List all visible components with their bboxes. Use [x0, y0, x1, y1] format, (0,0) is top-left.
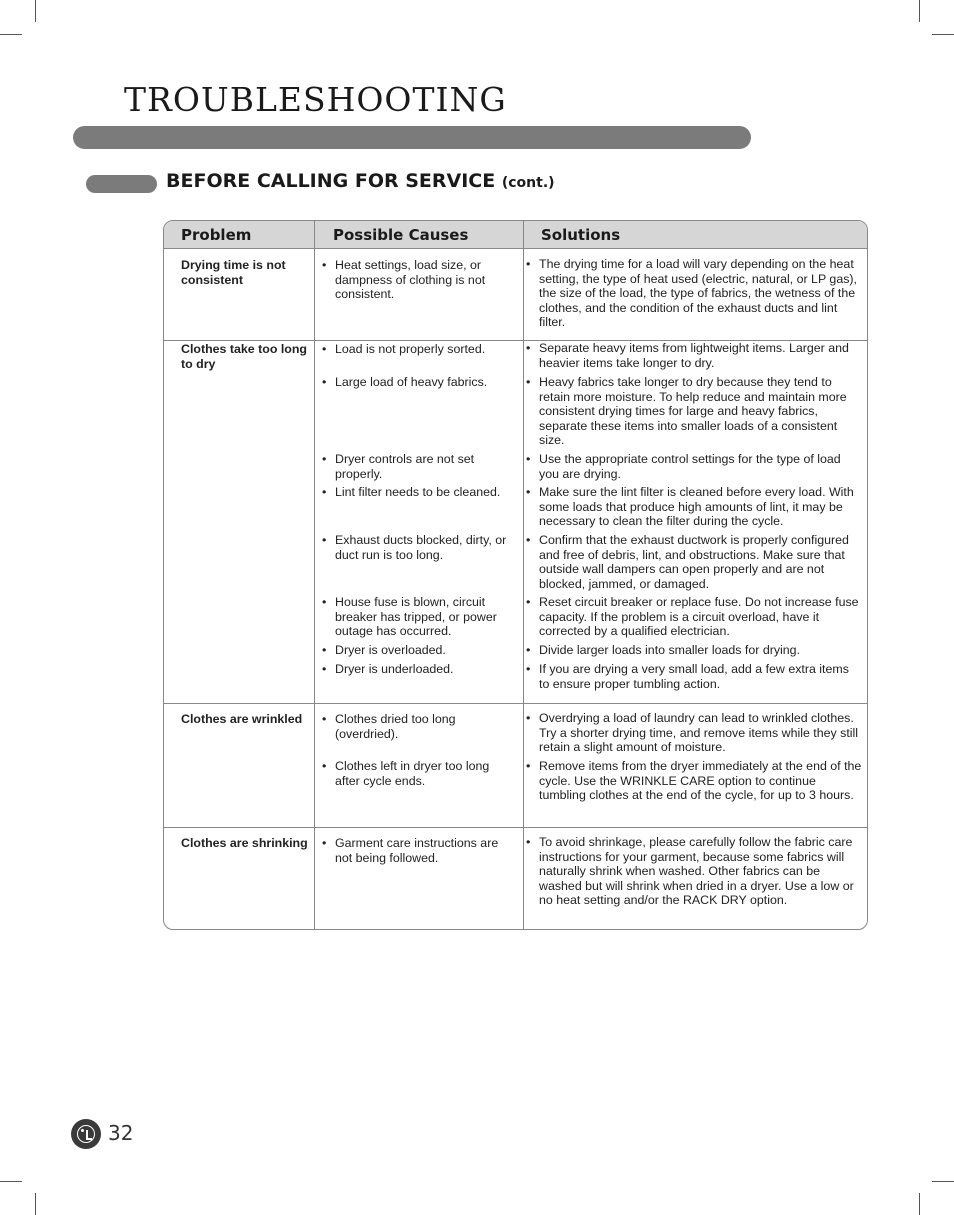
cause-text: Dryer is overloaded.: [335, 643, 446, 657]
solution-item: • Use the appropriate control settings for the type of load you are drying.: [526, 452, 841, 481]
crop-mark: [919, 0, 920, 22]
solution-text: Make sure the lint filter is cleaned before every load. With some loads that produce high amounts of lint, it may be necessary to clean the filter during the cycle.: [539, 485, 854, 528]
problem-cell: Clothes are shrinking: [181, 836, 308, 850]
section-title-suffix: (cont.): [501, 175, 555, 191]
cause-item: • Clothes left in dryer too long after cycle ends.: [322, 759, 490, 788]
lg-logo-icon: [71, 1119, 101, 1149]
cause-item: • Lint filter needs to be cleaned.: [322, 485, 501, 499]
solution-item: • Overdrying a load of laundry can lead to wrinkled clothes. Try a shorter drying time, and remove items while they still retain a slight amount of moisture.: [526, 711, 859, 754]
solution-item: • If you are drying a very small load, add a few extra items to ensure proper tumbling action.: [526, 662, 849, 691]
cause-item: • Load is not properly sorted.: [322, 342, 486, 356]
cause-text: Lint filter needs to be cleaned.: [335, 485, 501, 499]
solution-text: To avoid shrinkage, please carefully follow the fabric care instructions for your garment, because some fabrics will naturally shrink when washed. Other fabrics can be washed but will shrink when dried in a dryer. Use a low or no heat setting and/or the RACK DRY option.: [539, 835, 854, 907]
solution-text: Reset circuit breaker or replace fuse. Do not increase fuse capacity. If the problem is a circuit overload, have it corrected by a qualified electrician.: [539, 595, 859, 638]
cause-text: Load is not properly sorted.: [335, 342, 486, 356]
column-divider: [523, 221, 524, 929]
problem-cell: Drying time is not consistent: [181, 258, 286, 287]
solution-item: • Confirm that the exhaust ductwork is properly configured and free of debris, lint, and obstructions. Make sure that outside wall dampers can open properly and are not blocked, jammed, or damaged.: [526, 533, 849, 591]
solution-item: • To avoid shrinkage, please carefully follow the fabric care instructions for your garment, because some fabrics will naturally shrink when washed. Other fabrics can be washed but will shrink when dried in a dryer. Use a low or no heat setting and/or the RACK DRY option.: [526, 835, 854, 907]
cause-item: • House fuse is blown, circuit breaker has tripped, or power outage has occurred.: [322, 595, 497, 638]
title-bar: [73, 126, 751, 149]
solution-item: • Reset circuit breaker or replace fuse. Do not increase fuse capacity. If the problem is a circuit overload, have it corrected by a qualified electrician.: [526, 595, 859, 638]
section-title-text: BEFORE CALLING FOR SERVICE: [166, 170, 496, 192]
column-divider: [314, 221, 315, 929]
crop-mark: [919, 1193, 920, 1215]
solution-item: • Make sure the lint filter is cleaned before every load. With some loads that produce high amounts of lint, it may be necessary to clean the filter during the cycle.: [526, 485, 854, 528]
crop-mark: [35, 0, 36, 22]
crop-mark: [932, 34, 954, 35]
crop-mark: [0, 1181, 22, 1182]
problem-cell: Clothes are wrinkled: [181, 712, 303, 726]
solution-text: Separate heavy items from lightweight items. Larger and heavier items take longer to dry.: [539, 341, 849, 370]
solution-text: The drying time for a load will vary depending on the heat setting, the type of heat used (electric, natural, or LP gas), the size of the load, the type of fabrics, the wetness of the clothes, and the condition of the exhaust ducts and lint filter.: [539, 257, 857, 329]
solution-text: Confirm that the exhaust ductwork is properly configured and free of debris, lint, and obstructions. Make sure that outside wall dampers can open properly and are not blocked, jammed, or damaged.: [539, 533, 849, 591]
solution-text: If you are drying a very small load, add a few extra items to ensure proper tumbling action.: [539, 662, 849, 691]
cause-item: • Dryer controls are not set properly.: [322, 452, 475, 481]
page-title: TROUBLESHOOTING: [124, 80, 507, 119]
header-possible-causes: Possible Causes: [333, 226, 469, 244]
solution-text: Divide larger loads into smaller loads for drying.: [539, 643, 801, 657]
problem-cell: Clothes take too long to dry: [181, 342, 307, 371]
cause-item: • Heat settings, load size, or dampness of clothing is not consistent.: [322, 258, 486, 301]
troubleshooting-table: [163, 220, 868, 930]
solution-text: Overdrying a load of laundry can lead to wrinkled clothes. Try a shorter drying time, and remove items while they still retain a slight amount of moisture.: [539, 711, 859, 754]
solution-item: • Divide larger loads into smaller loads for drying.: [526, 643, 801, 657]
solution-text: Remove items from the dryer immediately at the end of the cycle. Use the WRINKLE CARE option to continue tumbling clothes at the end of the cycle, for up to 3 hours.: [539, 759, 862, 802]
logo-dot: [81, 1129, 84, 1132]
cause-text: House fuse is blown, circuit breaker has tripped, or power outage has occurred.: [335, 595, 497, 638]
table-header: [164, 221, 867, 249]
cause-item: • Exhaust ducts blocked, dirty, or duct run is too long.: [322, 533, 507, 562]
cause-item: • Large load of heavy fabrics.: [322, 375, 488, 389]
cause-item: • Clothes dried too long (overdried).: [322, 712, 456, 741]
cause-text: Large load of heavy fabrics.: [335, 375, 488, 389]
cause-text: Exhaust ducts blocked, dirty, or duct run is too long.: [335, 533, 507, 562]
row-divider: [164, 703, 867, 704]
solution-item: • Heavy fabrics take longer to dry because they tend to retain more moisture. To help reduce and maintain more consistent drying times for large and heavy fabrics, separate these items into smaller loads of a consistent size.: [526, 375, 847, 447]
cause-item: • Garment care instructions are not being followed.: [322, 836, 499, 865]
section-pill: [86, 175, 157, 193]
logo-stroke: [86, 1138, 92, 1140]
solution-text: Heavy fabrics take longer to dry because they tend to retain more moisture. To help reduce and maintain more consistent drying times for large and heavy fabrics, separate these items into smaller loads of a consistent size.: [539, 375, 847, 447]
cause-text: Dryer is underloaded.: [335, 662, 454, 676]
header-solutions: Solutions: [541, 226, 621, 244]
cause-item: • Dryer is overloaded.: [322, 643, 446, 657]
crop-mark: [932, 1181, 954, 1182]
cause-text: Dryer controls are not set properly.: [335, 452, 475, 481]
crop-mark: [35, 1193, 36, 1215]
solution-item: • Separate heavy items from lightweight items. Larger and heavier items take longer to dry.: [526, 341, 849, 370]
cause-text: Clothes dried too long (overdried).: [335, 712, 456, 741]
row-divider: [164, 827, 867, 828]
section-title: [166, 170, 555, 192]
cause-text: Clothes left in dryer too long after cycle ends.: [335, 759, 490, 788]
solution-text: Use the appropriate control settings for the type of load you are drying.: [539, 452, 841, 481]
cause-text: Heat settings, load size, or dampness of clothing is not consistent.: [335, 258, 486, 301]
cause-item: • Dryer is underloaded.: [322, 662, 454, 676]
header-problem: Problem: [181, 226, 252, 244]
solution-item: • The drying time for a load will vary depending on the heat setting, the type of heat used (electric, natural, or LP gas), the size of the load, the type of fabrics, the wetness of the clothes, and the condition of the exhaust ducts and lint filter.: [526, 257, 857, 329]
solution-item: • Remove items from the dryer immediately at the end of the cycle. Use the WRINKLE CARE option to continue tumbling clothes at the end of the cycle, for up to 3 hours.: [526, 759, 862, 802]
crop-mark: [0, 34, 22, 35]
page-number: 32: [108, 1121, 134, 1145]
cause-text: Garment care instructions are not being followed.: [335, 836, 499, 865]
